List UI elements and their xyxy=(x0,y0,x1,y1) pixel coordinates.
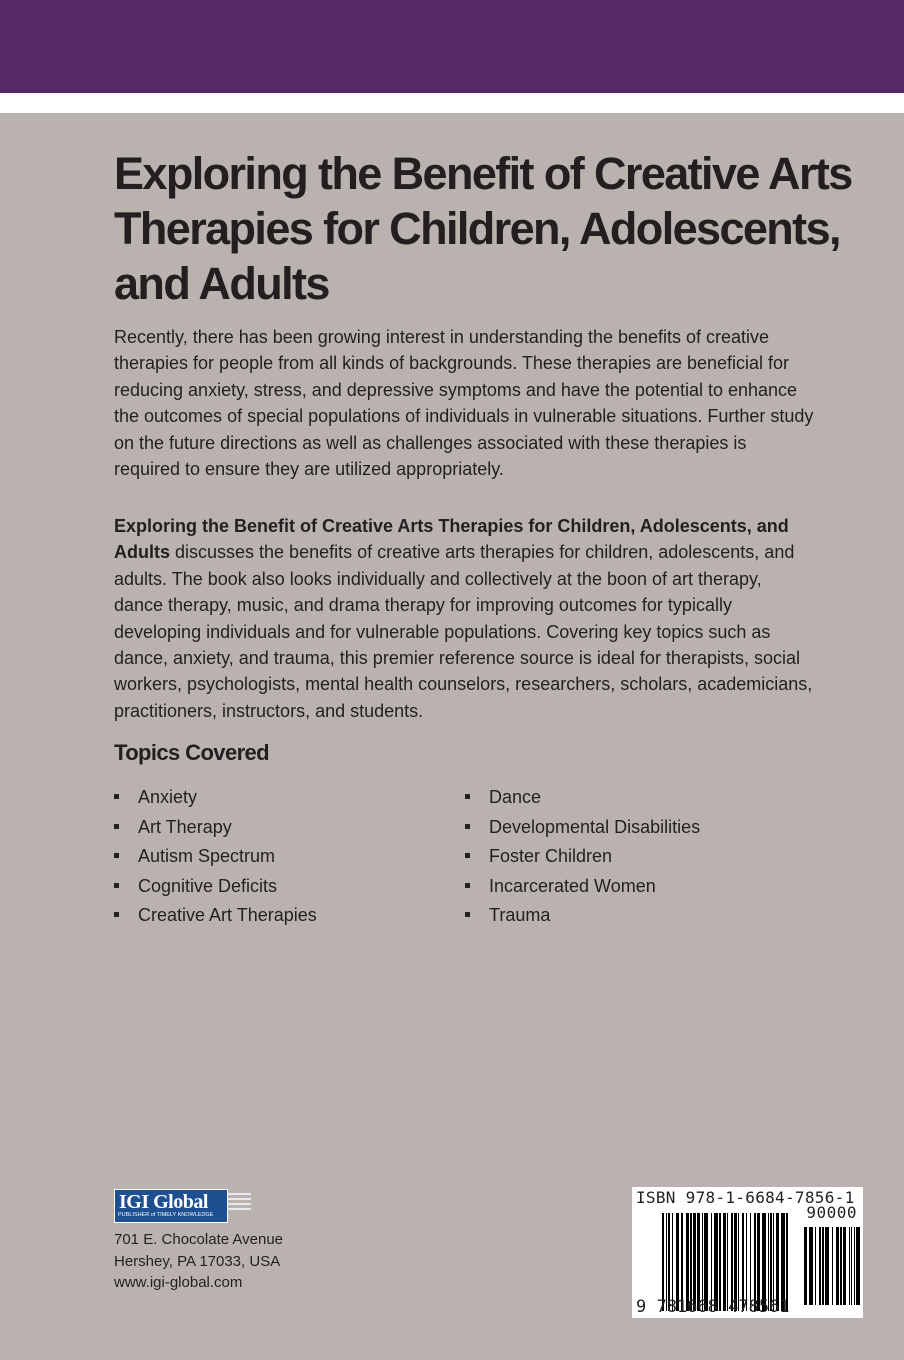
topic-label: Art Therapy xyxy=(138,816,232,837)
book-title: Exploring the Benefit of Creative Arts Therapies for Children, Adolescents, and Adults xyxy=(114,148,852,309)
bullet-icon xyxy=(465,824,470,829)
publisher-address xyxy=(114,1229,283,1294)
list-item xyxy=(465,784,700,814)
barcode-bar xyxy=(819,1227,821,1305)
website: www.igi-global.com xyxy=(114,1274,243,1291)
publisher-logo xyxy=(114,1189,228,1223)
topics-list-right xyxy=(465,784,700,932)
intro-paragraph: Recently, there has been growing interest in understanding the benefits of creative therapies for people from all kinds of backgrounds. These therapies are beneficial for reducing anxiety, stress, and depressive symptoms and have the potential to enhance the outcomes of special populations of individuals in vulnerable situations. Further study on the future directions as well as challenges associated with these therapies is required to ensure they are utilized appropriately. xyxy=(114,327,814,480)
topic-label: Foster Children xyxy=(489,846,613,866)
list-item xyxy=(114,873,317,903)
barcode-bar xyxy=(825,1227,829,1305)
topics-list-left xyxy=(114,784,317,932)
list-item xyxy=(465,902,700,932)
bullet-icon xyxy=(114,883,119,888)
topic-label: Cognitive Deficits xyxy=(138,875,278,896)
barcode-bar xyxy=(851,1227,852,1305)
list-item xyxy=(465,814,700,844)
barcode-bar xyxy=(856,1227,860,1305)
price-addon: 90000 xyxy=(806,1203,857,1222)
barcode-digits: 9 781668 478561 xyxy=(636,1297,790,1317)
topic-label: Autism Spectrum xyxy=(138,846,276,866)
list-item xyxy=(114,814,317,844)
list-item xyxy=(465,843,700,873)
barcode-bar xyxy=(849,1227,850,1305)
logo-tagline: PUBLISHER of TIMELY KNOWLEDGE xyxy=(118,1212,214,1218)
logo-lines-icon xyxy=(227,1193,251,1215)
barcode-bar xyxy=(843,1227,846,1305)
topic-label: Developmental Disabilities xyxy=(489,816,701,837)
bullet-icon xyxy=(465,912,470,917)
description-book-title: Exploring the Benefit of Creative Arts Therapies for Children, Adolescents, and Adults xyxy=(114,516,789,563)
barcode-bar xyxy=(836,1227,839,1305)
topic-label: Creative Art Therapies xyxy=(138,905,317,925)
list-item xyxy=(114,843,317,873)
address-line: Hershey, PA 17033, USA xyxy=(114,1252,281,1270)
barcode-bar xyxy=(809,1227,813,1305)
bullet-icon xyxy=(114,853,119,858)
list-item xyxy=(114,784,317,814)
description-text: discusses the benefits of creative arts therapies for children, adolescents, and adults. The book also looks individually and collectively at the boon of art therapy, dance therapy, music, and drama therapy for improving outcomes for typically developing individuals and for vulnerable populations. Covering key topics such as dance, anxiety, and trauma, this premier reference source is ideal for therapists, social workers, psychologists, mental health counselors, researchers, scholars, academicians, practitioners, instructors, and students. xyxy=(114,542,813,721)
barcode-bar xyxy=(804,1227,807,1305)
barcode-bar xyxy=(840,1227,842,1305)
topic-label: Incarcerated Women xyxy=(489,875,656,896)
barcode-bar xyxy=(815,1227,816,1305)
barcode-bar xyxy=(822,1227,824,1305)
topics-heading: Topics Covered xyxy=(114,740,270,765)
bullet-icon xyxy=(465,883,470,888)
bullet-icon xyxy=(114,824,119,829)
isbn-text: ISBN 978-1-6684-7856-1 xyxy=(636,1188,855,1207)
barcode-bar xyxy=(854,1227,855,1305)
topic-label: Dance xyxy=(489,787,542,807)
bullet-icon xyxy=(114,794,119,799)
bullet-icon xyxy=(465,794,470,799)
description-paragraph xyxy=(114,513,814,724)
logo-name: IGI Global xyxy=(119,1191,208,1213)
white-strip xyxy=(0,93,904,113)
isbn-barcode xyxy=(632,1187,863,1318)
list-item xyxy=(465,873,700,903)
list-item xyxy=(114,902,317,932)
top-color-band xyxy=(0,0,904,93)
topic-label: Anxiety xyxy=(138,787,198,807)
bullet-icon xyxy=(465,853,470,858)
barcode-bar xyxy=(832,1227,833,1305)
address-line: 701 E. Chocolate Avenue xyxy=(114,1231,284,1248)
bullet-icon xyxy=(114,912,119,917)
topic-label: Trauma xyxy=(489,905,551,925)
